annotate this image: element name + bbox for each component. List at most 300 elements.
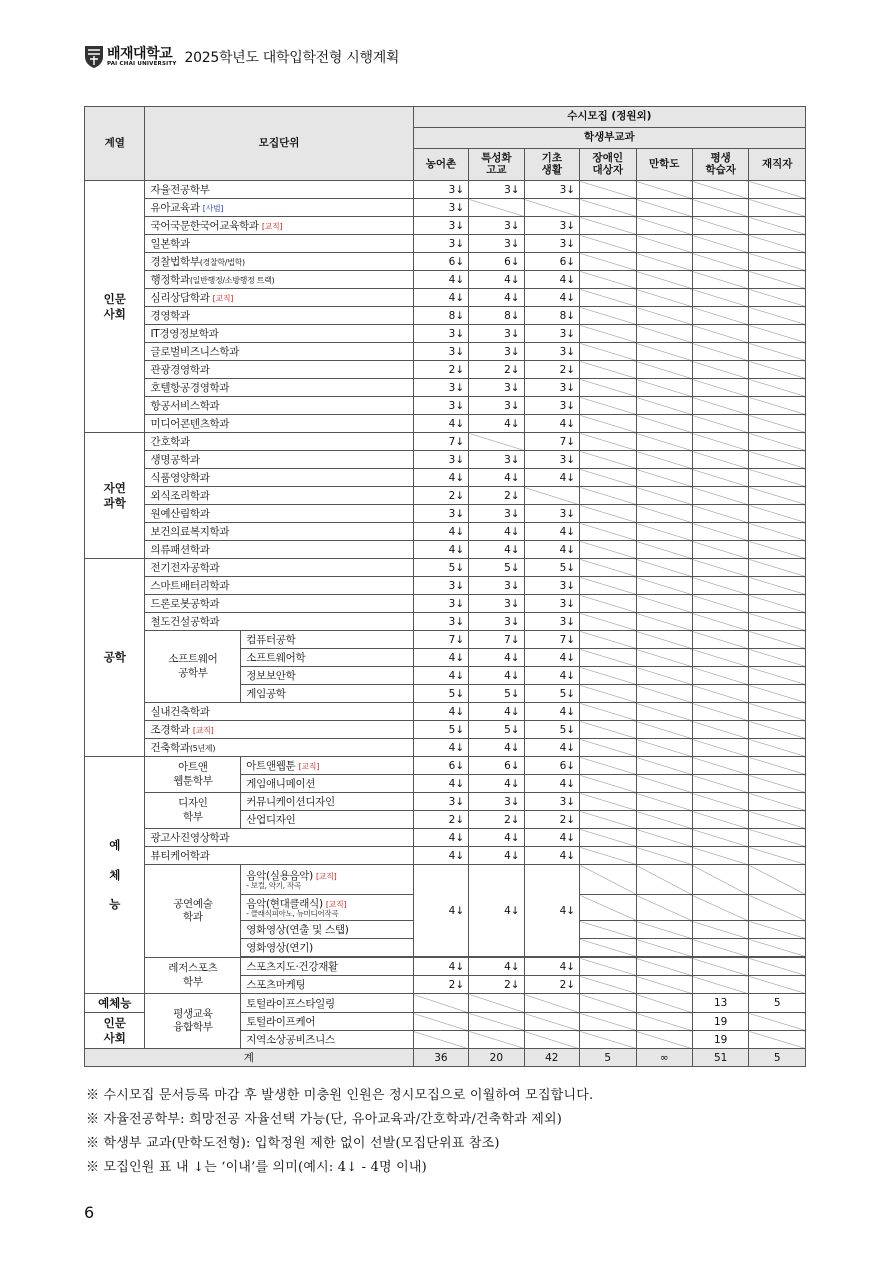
unit-cell [145,253,413,271]
quota-cell: 4↓ [469,523,524,541]
na-cell [636,847,692,865]
na-cell [692,523,748,541]
na-cell [636,253,692,271]
quota-cell: 4↓ [524,865,579,957]
na-cell [749,379,806,397]
na-cell [692,487,748,505]
quota-cell: 3↓ [524,577,579,595]
quota-cell: 5↓ [469,685,524,703]
unit-name: 스마트배터리학과 [150,580,230,592]
unit-name: 건축학과 [150,742,190,754]
unit-name: 스포츠지도·건강재활 [246,961,338,973]
na-cell [580,181,636,199]
na-cell [692,649,748,667]
na-cell [636,361,692,379]
quota-cell: 3↓ [413,577,468,595]
unit-cell [145,487,413,505]
unit-cell [145,541,413,559]
category-arts-2: 예체능 [85,994,145,1013]
na-cell [692,361,748,379]
quota-cell: 4↓ [469,739,524,757]
quota-cell: 2↓ [469,361,524,379]
na-cell [636,649,692,667]
na-cell [636,703,692,721]
unit-cell [145,271,413,289]
na-cell [636,994,692,1013]
na-cell [636,559,692,577]
na-cell [636,523,692,541]
unit-cell [241,631,413,649]
na-cell [524,199,579,217]
unit-cell [145,361,413,379]
na-cell [580,289,636,307]
quota-cell: 3↓ [469,343,524,361]
na-cell [636,433,692,451]
na-cell [580,811,636,829]
quota-cell: 4↓ [524,847,579,865]
na-cell [636,811,692,829]
quota-cell: 4↓ [413,847,468,865]
na-cell [636,1013,692,1031]
unit-cell [145,325,413,343]
quota-cell: 4↓ [413,958,468,976]
quota-cell: 7↓ [524,433,579,451]
note-item: ※ 수시모집 문서등록 마감 후 발생한 미충원 인원은 정시모집으로 이월하여 모집합니다. [86,1088,594,1103]
unit-cell: 음악(실용음악) [교직] - 보컬, 악기, 작곡 [241,865,413,895]
na-cell [580,217,636,235]
quota-cell: 3↓ [469,325,524,343]
unit-name: 뷰티케어학과 [150,850,210,862]
na-cell [749,649,806,667]
na-cell [692,895,748,921]
unit-cell [145,217,413,235]
na-cell [580,739,636,757]
header-col: 장애인 대상자 [580,149,636,181]
na-cell [636,939,692,957]
quota-cell: 4↓ [469,415,524,433]
unit-detail: (경찰학/법학) [199,258,245,267]
quota-cell: 4↓ [524,703,579,721]
na-cell [749,1031,806,1049]
unit-name: 전기전자공학과 [150,562,220,574]
quota-cell: 2↓ [524,976,579,994]
quota-cell: 3↓ [413,451,468,469]
na-cell [692,829,748,847]
na-cell [580,361,636,379]
na-cell [692,451,748,469]
na-cell [749,181,806,199]
quota-cell: 4↓ [413,703,468,721]
group-lifelong: 평생교육 융합학부 [145,994,241,1049]
na-cell [580,199,636,217]
na-cell [749,541,806,559]
unit-cell [241,649,413,667]
group-leisure: 레저스포츠 학부 [145,958,241,994]
na-cell [636,289,692,307]
unit-name: 생명공학과 [150,454,200,466]
na-cell [636,181,692,199]
total-value: ∞ [636,1049,692,1067]
quota-cell: 3↓ [413,505,468,523]
na-cell [692,559,748,577]
category-arts: 예 체 능 [85,757,145,994]
na-cell [692,541,748,559]
quota-cell: 2↓ [524,811,579,829]
quota-cell: 5 [749,994,806,1013]
na-cell [636,1031,692,1049]
na-cell [749,667,806,685]
na-cell [580,847,636,865]
na-cell [580,865,636,895]
na-cell [692,181,748,199]
unit-name: 게임공학 [246,688,286,700]
na-cell [749,631,806,649]
quota-cell: 4↓ [413,271,468,289]
unit-cell [145,559,413,577]
header-col: 농어촌 [413,149,468,181]
header-col: 기초 생활 [524,149,579,181]
unit-cell [145,235,413,253]
na-cell [749,703,806,721]
unit-name: IT경영정보학과 [150,328,219,340]
na-cell [580,469,636,487]
unit-cell [145,847,413,865]
na-cell [749,199,806,217]
na-cell [580,895,636,921]
unit-cell [145,379,413,397]
na-cell [692,703,748,721]
quota-cell: 4↓ [524,829,579,847]
na-cell [749,469,806,487]
quota-cell: 3↓ [469,613,524,631]
na-cell [692,217,748,235]
unit-detail: (일반행정/소방행정 트랙) [189,276,275,285]
na-cell [524,1013,579,1031]
unit-name: 간호학과 [150,436,190,448]
na-cell [580,595,636,613]
quota-cell: 3↓ [469,793,524,811]
quota-cell: 6↓ [413,757,468,775]
unit-cell [145,307,413,325]
quota-cell: 6↓ [469,253,524,271]
quota-cell: 5↓ [413,685,468,703]
quota-cell: 4↓ [413,829,468,847]
quota-cell: 8↓ [413,307,468,325]
quota-cell: 4↓ [469,958,524,976]
na-cell [692,577,748,595]
unit-name: 커뮤니케이션디자인 [246,796,335,808]
na-cell [580,994,636,1013]
quota-cell: 6↓ [524,253,579,271]
unit-cell [145,199,413,217]
na-cell [749,433,806,451]
na-cell [580,541,636,559]
quota-cell: 3↓ [524,343,579,361]
unit-name: 토털라이프케어 [246,1016,316,1028]
quota-cell: 5↓ [524,721,579,739]
na-cell [580,685,636,703]
quota-cell: 6↓ [524,757,579,775]
document-title: 2025학년도 대학입학전형 시행계획 [184,50,400,66]
unit-name: 일본학과 [150,238,190,250]
unit-tag: [교직] [192,726,214,735]
na-cell [580,325,636,343]
quota-cell: 5↓ [469,559,524,577]
unit-name: 보건의료복지학과 [150,526,230,538]
unit-cell [241,775,413,793]
unit-cell [145,829,413,847]
na-cell [636,757,692,775]
category-humanities: 인문 사회 [85,181,145,433]
na-cell [692,379,748,397]
unit-cell [241,994,413,1013]
unit-cell [241,793,413,811]
na-cell [636,958,692,976]
na-cell [636,613,692,631]
quota-cell: 8↓ [469,307,524,325]
na-cell [636,739,692,757]
na-cell [580,487,636,505]
quota-cell: 3↓ [524,217,579,235]
na-cell [692,253,748,271]
quota-cell: 5↓ [524,559,579,577]
quota-cell: 2↓ [469,487,524,505]
na-cell [580,793,636,811]
quota-cell: 4↓ [469,289,524,307]
quota-cell: 3↓ [524,397,579,415]
unit-name: 조경학과 [150,724,190,736]
na-cell [749,451,806,469]
quota-cell: 2↓ [469,811,524,829]
na-cell [580,649,636,667]
quota-cell: 4↓ [413,649,468,667]
shield-icon [84,45,104,69]
na-cell [524,487,579,505]
unit-cell [241,1031,413,1049]
quota-cell: 5↓ [524,685,579,703]
na-cell [749,721,806,739]
header-field: 계열 [85,107,145,181]
unit-cell [145,595,413,613]
quota-cell: 4↓ [469,829,524,847]
na-cell [580,379,636,397]
unit-cell [241,958,413,976]
na-cell [413,1031,468,1049]
na-cell [749,325,806,343]
na-cell [749,397,806,415]
na-cell [692,271,748,289]
na-cell [636,895,692,921]
total-value: 5 [749,1049,806,1067]
header-col: 평생 학습자 [692,149,748,181]
quota-cell: 3↓ [413,793,468,811]
na-cell [580,433,636,451]
na-cell [636,343,692,361]
quota-cell: 4↓ [413,541,468,559]
na-cell [580,235,636,253]
header-col: 재직자 [749,149,806,181]
na-cell [524,994,579,1013]
page-header [84,42,399,72]
unit-name: 토털라이프스타일링 [246,997,335,1010]
quota-cell: 4↓ [469,865,524,957]
quota-cell: 3↓ [524,325,579,343]
unit-cell [145,739,413,757]
unit-cell [145,433,413,451]
quota-cell: 2↓ [469,976,524,994]
note-item: ※ 학생부 교과(만학도전형): 입학정원 제한 없이 선발(모집단위표 참조) [86,1136,500,1151]
quota-cell: 3↓ [413,397,468,415]
na-cell [636,721,692,739]
unit-name: 경찰법학부 [150,256,200,268]
na-cell [636,595,692,613]
unit-cell [145,721,413,739]
unit-name: 정보보안학 [246,670,296,682]
na-cell [580,343,636,361]
unit-name: 관광경영학과 [150,364,210,376]
na-cell [692,757,748,775]
na-cell [692,235,748,253]
quota-cell: 3↓ [524,793,579,811]
unit-cell: 음악(현대클래식) [교직] - 클래식피아노, 뉴미디어작곡 [241,895,413,921]
unit-cell [145,343,413,361]
quota-cell: 4↓ [524,649,579,667]
na-cell [749,757,806,775]
quota-cell: 8↓ [524,307,579,325]
unit-name: 호텔항공경영학과 [150,382,230,394]
na-cell [692,721,748,739]
na-cell [749,685,806,703]
logo-english: PAI CHAI UNIVERSITY [107,60,177,67]
na-cell [749,289,806,307]
group-software: 소프트웨어 공학부 [145,631,241,703]
note-item: ※ 모집인원 표 내 ↓는 ‘이내’를 의미(예시: 4↓ - 4명 이내) [86,1160,427,1175]
quota-cell: 4↓ [524,415,579,433]
na-cell [692,775,748,793]
na-cell [749,865,806,895]
unit-name: 의류패션학과 [150,544,210,556]
na-cell [692,505,748,523]
na-cell [580,939,636,957]
unit-name: 드론로봇공학과 [150,598,220,610]
unit-tag: [사범] [202,204,224,213]
na-cell [636,415,692,433]
university-logo [84,45,177,69]
na-cell [749,958,806,976]
unit-name: 원예산림학과 [150,508,210,520]
logo-korean: 배재대학교 [107,45,173,62]
total-label: 계 [85,1049,414,1067]
na-cell [636,379,692,397]
unit-cell [145,451,413,469]
na-cell [692,325,748,343]
quota-cell: 2↓ [413,976,468,994]
unit-cell: 영화영상(연출 및 스탭) [241,921,413,939]
na-cell [749,505,806,523]
quota-cell: 2↓ [413,487,468,505]
unit-name: 식품영양학과 [150,472,210,484]
quota-cell: 5↓ [413,721,468,739]
na-cell [636,793,692,811]
quota-cell: 3↓ [524,379,579,397]
unit-cell [241,976,413,994]
unit-name: 컴퓨터공학 [246,634,296,646]
quota-cell: 3↓ [469,181,524,199]
quota-cell: 3↓ [469,397,524,415]
quota-cell: 3↓ [469,217,524,235]
na-cell [749,847,806,865]
total-value: 36 [413,1049,468,1067]
unit-cell [145,415,413,433]
na-cell [749,739,806,757]
unit-name: 국어국문한국어교육학과 [150,220,259,232]
na-cell [692,595,748,613]
unit-name: 실내건축학과 [150,706,210,718]
na-cell [524,1031,579,1049]
quota-cell: 4↓ [524,775,579,793]
quota-cell: 3↓ [469,451,524,469]
na-cell [749,361,806,379]
na-cell [636,469,692,487]
na-cell [580,307,636,325]
unit-name: 심리상담학과 [150,292,210,304]
na-cell [636,541,692,559]
quota-cell: 3↓ [469,505,524,523]
na-cell [636,775,692,793]
category-humanities-2: 인문 사회 [85,1013,145,1049]
na-cell [749,939,806,957]
quota-cell: 5↓ [413,559,468,577]
quota-cell: 4↓ [469,703,524,721]
na-cell [636,865,692,895]
na-cell [692,958,748,976]
na-cell [749,559,806,577]
quota-cell: 2↓ [413,811,468,829]
na-cell [749,829,806,847]
unit-cell [241,757,413,775]
table-body [85,107,806,1067]
quota-cell: 3↓ [413,235,468,253]
unit-name: 외식조리학과 [150,490,210,502]
quota-cell: 3↓ [413,379,468,397]
quota-cell: 7↓ [413,631,468,649]
na-cell [692,939,748,957]
quota-cell: 4↓ [413,469,468,487]
na-cell [469,433,524,451]
quota-cell: 4↓ [524,523,579,541]
na-cell [580,271,636,289]
unit-name: 게임애니메이션 [246,778,316,790]
unit-cell [145,613,413,631]
na-cell [636,685,692,703]
na-cell [580,1031,636,1049]
quota-cell: 7↓ [413,433,468,451]
quota-cell: 4↓ [469,847,524,865]
na-cell [636,505,692,523]
na-cell [692,289,748,307]
total-value: 51 [692,1049,748,1067]
na-cell [469,1031,524,1049]
header-group: 수시모집 (정원외) [413,107,805,128]
na-cell [580,829,636,847]
na-cell [749,895,806,921]
group-design: 디자인 학부 [145,793,241,829]
unit-name: 아트앤웹툰 [246,760,296,772]
na-cell [749,415,806,433]
quota-cell: 3↓ [413,613,468,631]
na-cell [636,976,692,994]
quota-cell: 19 [692,1013,748,1031]
